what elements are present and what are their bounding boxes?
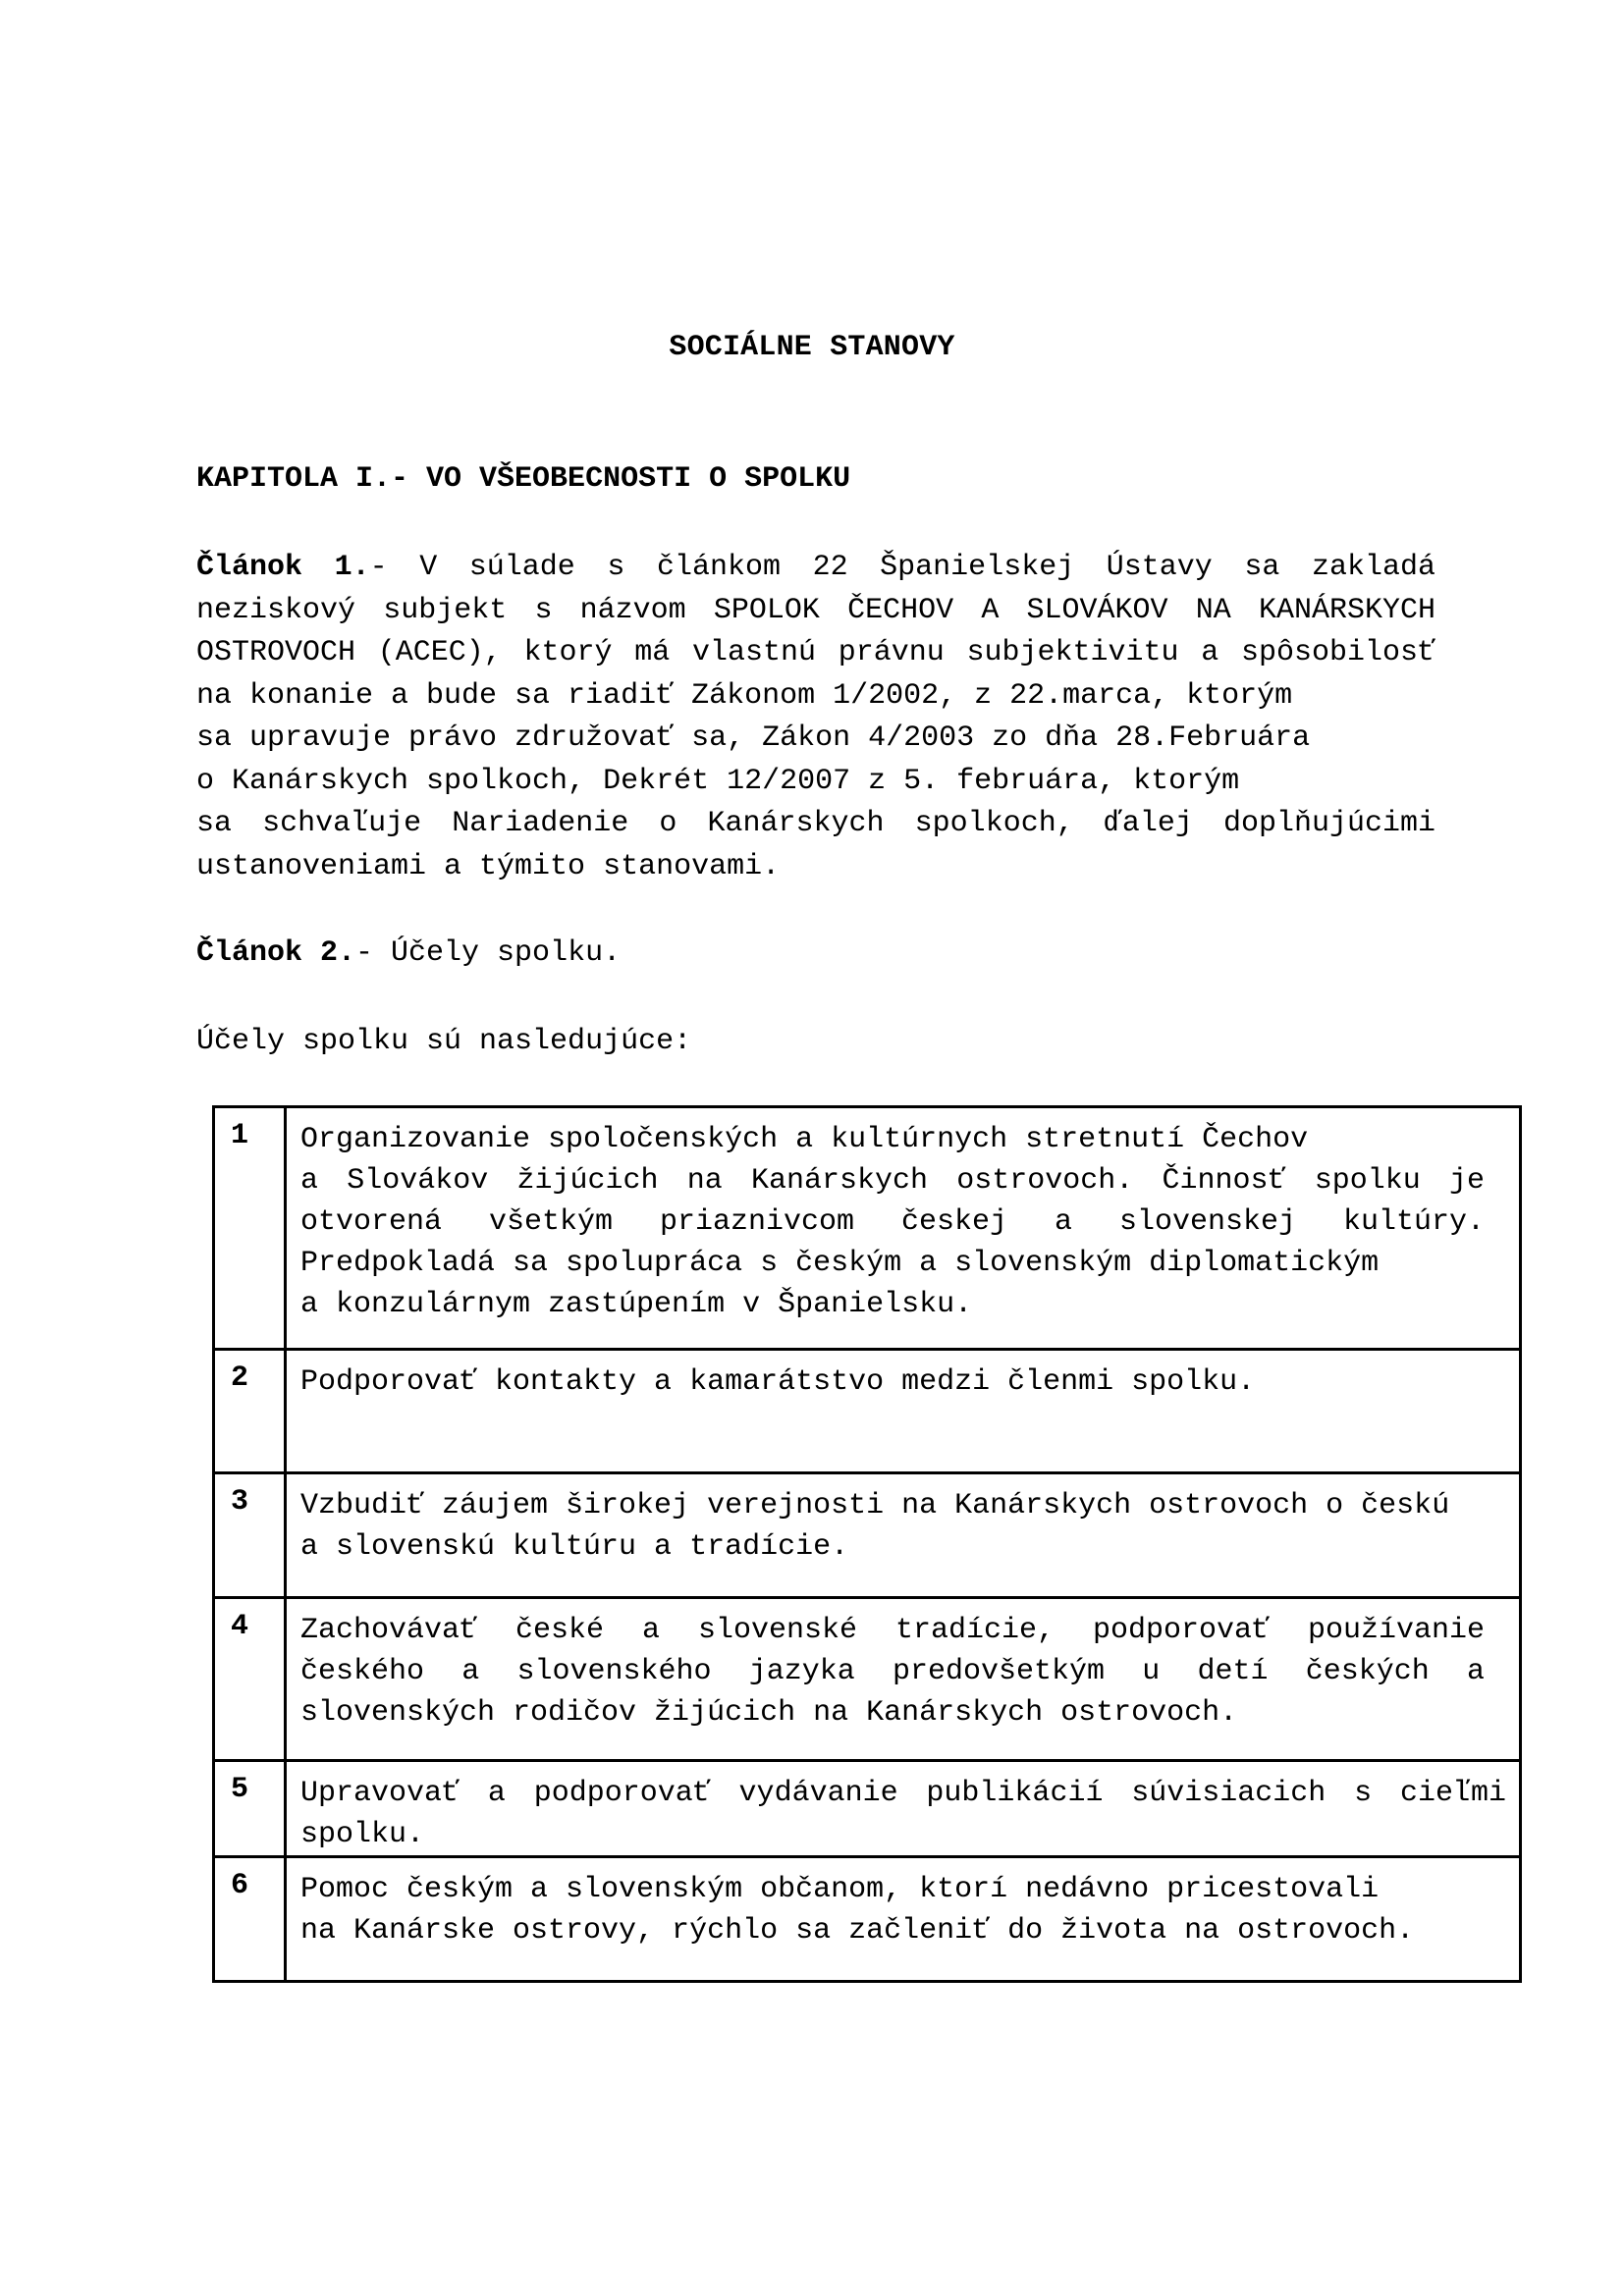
article-1-line: sa schvaľuje Nariadenie o Kanárskych spolkoch, ďalej doplňujúcimi bbox=[196, 807, 1435, 840]
row-content: Organizovanie spoločenských a kultúrnych stretnutí Čechov a Slovákov žijúcich na Kanárskych ostrovoch. Činnosť spolku je otvorená všetkým priaznivcom českej a slovenskej kultúry. Predpokladá sa spolupráca s českým a slovenským diplomatickým a konzulárnym zastúpením v Španielsku. bbox=[286, 1107, 1521, 1350]
purposes-table bbox=[212, 1105, 1522, 1983]
row-content: Podporovať kontakty a kamarátstvo medzi členmi spolku. bbox=[286, 1350, 1521, 1473]
table-row bbox=[214, 1598, 1521, 1761]
table-row bbox=[214, 1350, 1521, 1473]
article-1-line: o Kanárskych spolkoch, Dekrét 12/2007 z 5. februára, ktorým bbox=[196, 764, 1240, 798]
row-number: 6 bbox=[214, 1857, 286, 1982]
row-content: Vzbudiť záujem širokej verejnosti na Kanárskych ostrovoch o českú a slovenskú kultúru a tradície. bbox=[286, 1473, 1521, 1598]
table-row bbox=[214, 1473, 1521, 1598]
row-number: 2 bbox=[214, 1350, 286, 1473]
row-content: Pomoc českým a slovenským občanom, ktorí nedávno pricestovali na Kanárske ostrovy, rýchlo sa začleniť do života na ostrovoch. bbox=[286, 1857, 1521, 1982]
row-number: 1 bbox=[214, 1107, 286, 1350]
purposes-intro: Účely spolku sú nasledujúce: bbox=[196, 1025, 692, 1058]
article-2-label: Článok 2. bbox=[196, 936, 356, 970]
article-2-text: - Účely spolku. bbox=[355, 936, 622, 970]
article-1-label: Článok 1. bbox=[196, 551, 370, 584]
chapter-heading: KAPITOLA I.- VO VŠEOBECNOSTI O SPOLKU bbox=[196, 462, 851, 496]
article-1 bbox=[196, 547, 1435, 888]
article-1-line: na konanie a bude sa riadiť Zákonom 1/2002, z 22.marca, ktorým bbox=[196, 678, 1293, 713]
table-row bbox=[214, 1761, 1521, 1857]
row-content: Upravovať a podporovať vydávanie publikácií súvisiacich s cieľmi spolku. bbox=[286, 1761, 1521, 1857]
article-1-dash: - bbox=[369, 551, 388, 584]
row-number: 3 bbox=[214, 1473, 286, 1598]
row-number: 5 bbox=[214, 1761, 286, 1857]
document-title: SOCIÁLNE STANOVY bbox=[669, 331, 955, 364]
table-row bbox=[214, 1857, 1521, 1982]
article-1-line: OSTROVOCH (ACEC), ktorý má vlastnú právnu subjektivitu a spôsobilosť bbox=[196, 636, 1435, 669]
table-row bbox=[214, 1107, 1521, 1350]
article-1-line: neziskový subjekt s názvom SPOLOK ČECHOV A SLOVÁKOV NA KANÁRSKYCH bbox=[196, 593, 1435, 627]
row-number: 4 bbox=[214, 1598, 286, 1761]
article-1-line: ustanoveniami a týmito stanovami. bbox=[196, 849, 781, 883]
article-1-line: sa upravuje právo združovať sa, Zákon 4/2003 zo dňa 28.Februára bbox=[196, 721, 1311, 755]
article-1-line: Článok 1.- V súlade s článkom 22 Španielskej Ústavy sa zakladá bbox=[196, 551, 1435, 584]
row-content: Zachovávať české a slovenské tradície, podporovať používanie českého a slovenského jazyka predovšetkým u detí českých a slovenských rodičov žijúcich na Kanárskych ostrovoch. bbox=[286, 1598, 1521, 1761]
article-2 bbox=[196, 935, 621, 971]
